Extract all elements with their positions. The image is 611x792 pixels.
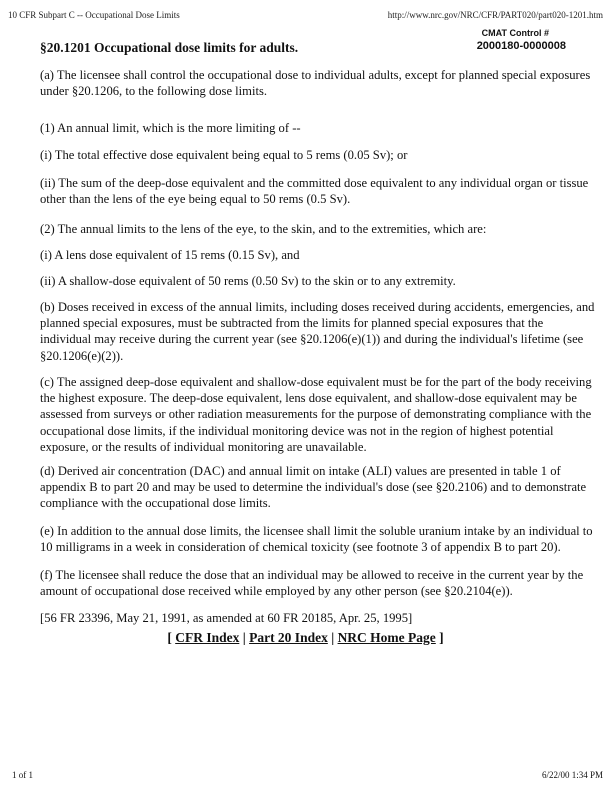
- section-title: §20.1201 Occupational dose limits for adults.: [40, 40, 299, 55]
- paragraph-a1i: (i) The total effective dose equivalent being equal to 5 rems (0.05 Sv); or: [40, 148, 408, 162]
- stamp-number: 2000180-0000008: [476, 40, 566, 52]
- cfr-index-link[interactable]: CFR Index: [175, 630, 240, 645]
- separator: |: [327, 630, 338, 645]
- part20-index-link[interactable]: Part 20 Index: [249, 630, 328, 645]
- paragraph-a: (a) The licensee shall control the occupational dose to individual adults, except for planned special exposures under §20.1206, to the following dose limits.: [40, 68, 591, 99]
- header-title: 10 CFR Subpart C -- Occupational Dose Limits: [8, 10, 180, 20]
- print-datetime: 6/22/00 1:34 PM: [541, 770, 603, 780]
- citation: [56 FR 23396, May 21, 1991, as amended at 60 FR 20185, Apr. 25, 1995]: [40, 611, 413, 625]
- bracket-open: [: [167, 630, 176, 645]
- separator: |: [239, 630, 250, 645]
- paragraph-b: (b) Doses received in excess of the annual limits, including doses received during accidents, emergencies, and planned special exposures, must be subtracted from the limits for planned special exposures that the individual may receive during the current year (see §20.1206(e)(1)) and during the individual's lifetime (see §20.1206(e)(2)).: [40, 300, 595, 363]
- page-number: 1 of 1: [12, 770, 33, 780]
- paragraph-a2: (2) The annual limits to the lens of the eye, to the skin, and to the extremities, which are:: [40, 222, 487, 236]
- paragraph-a1ii: (ii) The sum of the deep-dose equivalent and the committed dose equivalent to any individual organ or tissue other than the lens of the eye being equal to 50 rems (0.5 Sv).: [40, 176, 589, 207]
- nrc-home-link[interactable]: NRC Home Page: [337, 630, 436, 645]
- paragraph-c: (c) The assigned deep-dose equivalent and shallow-dose equivalent must be for the part of the body receiving the highest exposure. The deep-dose equivalent, lens dose equivalent, and shallow-dose equivalent may be assessed from surveys or other radiation measurements for the purpose of demonstrating compliance with the occupational dose limits, if the individual monitoring device was not in the region of highest potential exposure, or the results of individual monitoring are unavailable.: [40, 375, 592, 454]
- bracket-close: ]: [435, 630, 444, 645]
- nav-links: [0, 630, 611, 646]
- paragraph-a2ii: (ii) A shallow-dose equivalent of 50 rems (0.50 Sv) to the skin or to any extremity.: [40, 274, 456, 288]
- paragraph-a2i: (i) A lens dose equivalent of 15 rems (0.15 Sv), and: [40, 248, 300, 262]
- paragraph-d: (d) Derived air concentration (DAC) and annual limit on intake (ALI) values are presented in table 1 of appendix B to part 20 and may be used to determine the individual's dose (see §20.2106) and to demonstrate compliance with the occupational dose limits.: [40, 464, 587, 511]
- paragraph-a1: (1) An annual limit, which is the more limiting of --: [40, 121, 301, 135]
- paragraph-f: (f) The licensee shall reduce the dose that an individual may be allowed to receive in the current year by the amount of occupational dose received while employed by any other person (see §20.2104(e)).: [40, 568, 584, 599]
- stamp-label: CMAT Control #: [481, 28, 549, 38]
- paragraph-e: (e) In addition to the annual dose limits, the licensee shall limit the soluble uranium intake by an individual to 10 milligrams in a week in consideration of chemical toxicity (see footnote 3 of appendix B to part 20).: [40, 524, 593, 555]
- header-url: http://www.nrc.gov/NRC/CFR/PART020/part020-1201.htm: [387, 10, 603, 20]
